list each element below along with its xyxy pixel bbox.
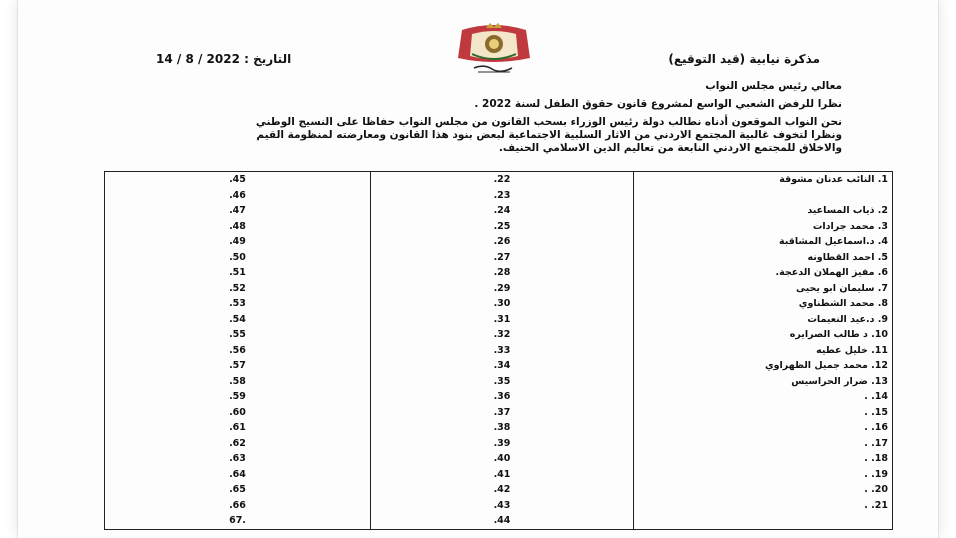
signature-table [104, 171, 893, 530]
paragraph-line-1: نحن النواب الموقعون أدناه نطالب دولة رئيس الوزراء بسحب القانون من مجلس النواب حفاظا على النسيج الوطني [255, 116, 842, 128]
signature-slot-left: .54 [105, 312, 371, 328]
signature-row [105, 358, 893, 374]
signatory-name [634, 513, 893, 529]
signature-slot-left: .49 [105, 234, 371, 250]
subject-line: نظرا للرفض الشعبي الواسع لمشروع قانون حقوق الطفل لسنة 2022 . [474, 98, 842, 110]
signature-slot-middle: .28 [371, 265, 634, 281]
signatory-name: 20. . [634, 482, 893, 498]
signature-slot-middle: .42 [371, 482, 634, 498]
signatory-name: 6. مفيز الهملان الدعجة. [634, 265, 893, 281]
signature-slot-left: .60 [105, 405, 371, 421]
signature-row [105, 436, 893, 452]
signature-slot-middle: .35 [371, 374, 634, 390]
date-value: 14 / 8 / 2022 [156, 52, 240, 66]
signature-slot-left: .64 [105, 467, 371, 483]
signature-slot-left: .57 [105, 358, 371, 374]
signature-slot-middle: .22 [371, 172, 634, 188]
signature-slot-middle: .36 [371, 389, 634, 405]
signatory-name: 8. محمد الشطناوي [634, 296, 893, 312]
signature-row [105, 343, 893, 359]
signature-row [105, 482, 893, 498]
signature-slot-middle: .43 [371, 498, 634, 514]
signature-slot-middle: .26 [371, 234, 634, 250]
signature-slot-middle: .32 [371, 327, 634, 343]
signature-row [105, 374, 893, 390]
memo-type: مذكرة نيابية (قيد التوقيع) [668, 52, 820, 66]
signature-row [105, 265, 893, 281]
paragraph-line-2: ونظرا لتخوف غالبية المجتمع الاردني من الاثار السلبية الاجتماعية لبعض بنود هذا القانون ومعارضته لمنظومة القيم [256, 129, 842, 141]
signature-row [105, 498, 893, 514]
signature-slot-left: .56 [105, 343, 371, 359]
document-page [18, 0, 938, 538]
paragraph-line-3: والاخلاق للمجتمع الاردني النابعة من تعاليم الدين الاسلامي الحنيف. [498, 142, 842, 154]
signature-slot-middle: .23 [371, 188, 634, 204]
signature-slot-middle: .31 [371, 312, 634, 328]
signature-row [105, 513, 893, 529]
signatory-name [634, 188, 893, 204]
signatory-name: 7. سليمان ابو يحيى [634, 281, 893, 297]
signature-slot-middle: .38 [371, 420, 634, 436]
signature-slot-left: .65 [105, 482, 371, 498]
signature-row [105, 296, 893, 312]
signature-slot-left: .61 [105, 420, 371, 436]
signature-row [105, 389, 893, 405]
signature-row [105, 451, 893, 467]
signatory-name: 4. د.اسماعيل المشاقبة [634, 234, 893, 250]
signature-slot-left: .63 [105, 451, 371, 467]
signature-slot-left: .46 [105, 188, 371, 204]
signature-row [105, 203, 893, 219]
signatory-name: 17. . [634, 436, 893, 452]
signatory-name: 21. . [634, 498, 893, 514]
signature-row [105, 405, 893, 421]
signature-row [105, 172, 893, 188]
signature-slot-middle: .41 [371, 467, 634, 483]
signature-row [105, 188, 893, 204]
signature-row [105, 420, 893, 436]
signature-slot-middle: .25 [371, 219, 634, 235]
signatory-name: 19. . [634, 467, 893, 483]
signature-slot-left: .53 [105, 296, 371, 312]
royal-crest-icon [442, 22, 546, 78]
signature-slot-left: .45 [105, 172, 371, 188]
signature-slot-left: .51 [105, 265, 371, 281]
signature-slot-middle: .33 [371, 343, 634, 359]
signatory-name: 10. د طالب الصرايره [634, 327, 893, 343]
signature-slot-middle: .30 [371, 296, 634, 312]
signature-slot-middle: .24 [371, 203, 634, 219]
signature-slot-left: .62 [105, 436, 371, 452]
signature-row [105, 327, 893, 343]
signatory-name: 2. ذياب المساعيد [634, 203, 893, 219]
salutation: معالي رئيس مجلس النواب [705, 80, 842, 92]
signature-slot-left: .50 [105, 250, 371, 266]
memo-date [156, 52, 291, 66]
signature-slot-left: .66 [105, 498, 371, 514]
signature-slot-middle: .39 [371, 436, 634, 452]
signatory-name: 13. ضرار الحراسيس [634, 374, 893, 390]
signature-slot-middle: .34 [371, 358, 634, 374]
signatory-name: 12. محمد جميل الظهراوي [634, 358, 893, 374]
signatory-name: 18. . [634, 451, 893, 467]
signatory-name: 16. . [634, 420, 893, 436]
signature-row [105, 219, 893, 235]
signature-slot-middle: .27 [371, 250, 634, 266]
signature-slot-left: 67. [105, 513, 371, 529]
signature-slot-left: .59 [105, 389, 371, 405]
signature-row [105, 467, 893, 483]
signature-row [105, 312, 893, 328]
petition-paragraph [82, 116, 842, 155]
signature-slot-left: .48 [105, 219, 371, 235]
signatory-name: 3. محمد جرادات [634, 219, 893, 235]
signatory-name: 5. احمد القطاونه [634, 250, 893, 266]
signature-slot-middle: .44 [371, 513, 634, 529]
signature-slot-middle: .29 [371, 281, 634, 297]
signature-slot-middle: .37 [371, 405, 634, 421]
signatory-name: 15. . [634, 405, 893, 421]
signatory-name: 14. . [634, 389, 893, 405]
signatory-name: 1. النائب عدنان مشوقة [634, 172, 893, 188]
signatory-name: 11. خليل عطيه [634, 343, 893, 359]
signature-slot-left: .58 [105, 374, 371, 390]
signature-row [105, 281, 893, 297]
signature-row [105, 234, 893, 250]
signature-slot-left: .55 [105, 327, 371, 343]
signature-slot-left: .47 [105, 203, 371, 219]
signature-row [105, 250, 893, 266]
signatory-name: 9. د.عيد النعيمات [634, 312, 893, 328]
signature-slot-middle: .40 [371, 451, 634, 467]
date-label: التاريخ : [244, 52, 292, 66]
signature-slot-left: .52 [105, 281, 371, 297]
